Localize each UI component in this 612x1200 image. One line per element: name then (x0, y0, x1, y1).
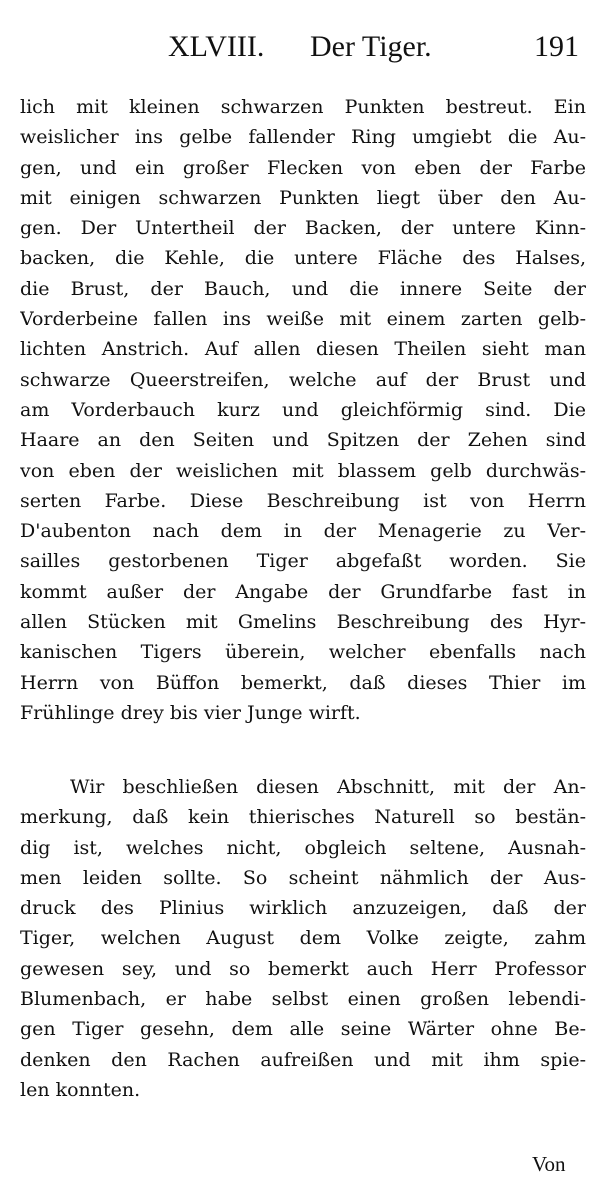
paragraph-1 (20, 92, 586, 728)
text-line: Vorderbeine fallen ins weiße mit einem zarten gelb- (20, 308, 586, 331)
text-line: gen, und ein großer Flecken von eben der Farbe (20, 156, 586, 179)
text-line: mit einigen schwarzen Punkten liegt über den Au- (20, 186, 586, 209)
paragraph-2 (20, 772, 586, 1105)
chapter-title: Der Tiger. (310, 30, 432, 63)
text-line: dig ist, welches nicht, obgleich seltene, Ausnah- (20, 836, 586, 859)
text-line: druck des Plinius wirklich anzuzeigen, daß der (20, 897, 586, 920)
text-line: merkung, daß kein thierisches Naturell so bestän- (20, 806, 586, 829)
chapter-number: XLVIII. (168, 30, 265, 63)
text-line: weislicher ins gelbe fallender Ring umgiebt die Au- (20, 126, 586, 149)
text-line: serten Farbe. Diese Beschreibung ist von Herrn (20, 489, 586, 512)
text-line: backen, die Kehle, die untere Fläche des Halses, (20, 247, 586, 270)
text-line: gen. Der Untertheil der Backen, der untere Kinn- (20, 217, 586, 240)
text-line: men leiden sollte. So scheint nähmlich der Aus- (20, 866, 586, 889)
text-line: Herrn von Büffon bemerkt, daß dieses Thier im (20, 671, 586, 694)
text-line: kommt außer der Angabe der Grundfarbe fast in (20, 580, 586, 603)
text-line: lich mit kleinen schwarzen Punkten bestreut. Ein (20, 96, 586, 118)
text-line: am Vorderbauch kurz und gleichförmig sind. Die (20, 398, 586, 421)
text-line: Frühlinge drey bis vier Junge wirft. (20, 701, 361, 724)
text-line: len konnten. (20, 1078, 141, 1101)
text-line: D'aubenton nach dem in der Menagerie zu Ver- (20, 520, 586, 543)
text-line: gewesen sey, und so bemerkt auch Herr Professor (20, 957, 586, 980)
text-line: Haare an den Seiten und Spitzen der Zehen sind (20, 429, 586, 452)
page-number: 191 (534, 30, 579, 63)
text-line: Wir beschließen diesen Abschnitt, mit der An- (70, 776, 586, 798)
text-line: Blumenbach, er habe selbst einen großen lebendi- (20, 988, 586, 1011)
running-header (0, 30, 612, 70)
text-line: allen Stücken mit Gmelins Beschreibung des Hyr- (20, 611, 586, 634)
text-line: die Brust, der Bauch, und die innere Seite der (20, 277, 586, 300)
text-line: schwarze Queerstreifen, welche auf der Brust und (20, 368, 586, 391)
text-line: denken den Rachen aufreißen und mit ihm spie- (20, 1048, 586, 1071)
text-line: lichten Anstrich. Auf allen diesen Theilen sieht man (20, 338, 586, 361)
text-line: gen Tiger gesehn, dem alle seine Wärter ohne Be- (20, 1018, 586, 1041)
text-line: kanischen Tigers überein, welcher ebenfalls nach (20, 641, 586, 664)
text-line: sailles gestorbenen Tiger abgefaßt worden. Sie (20, 550, 586, 573)
text-line: von eben der weislichen mit blassem gelb durchwäs- (20, 459, 586, 482)
catchword: Von (532, 1152, 566, 1176)
text-line: Tiger, welchen August dem Volke zeigte, zahm (20, 927, 586, 950)
